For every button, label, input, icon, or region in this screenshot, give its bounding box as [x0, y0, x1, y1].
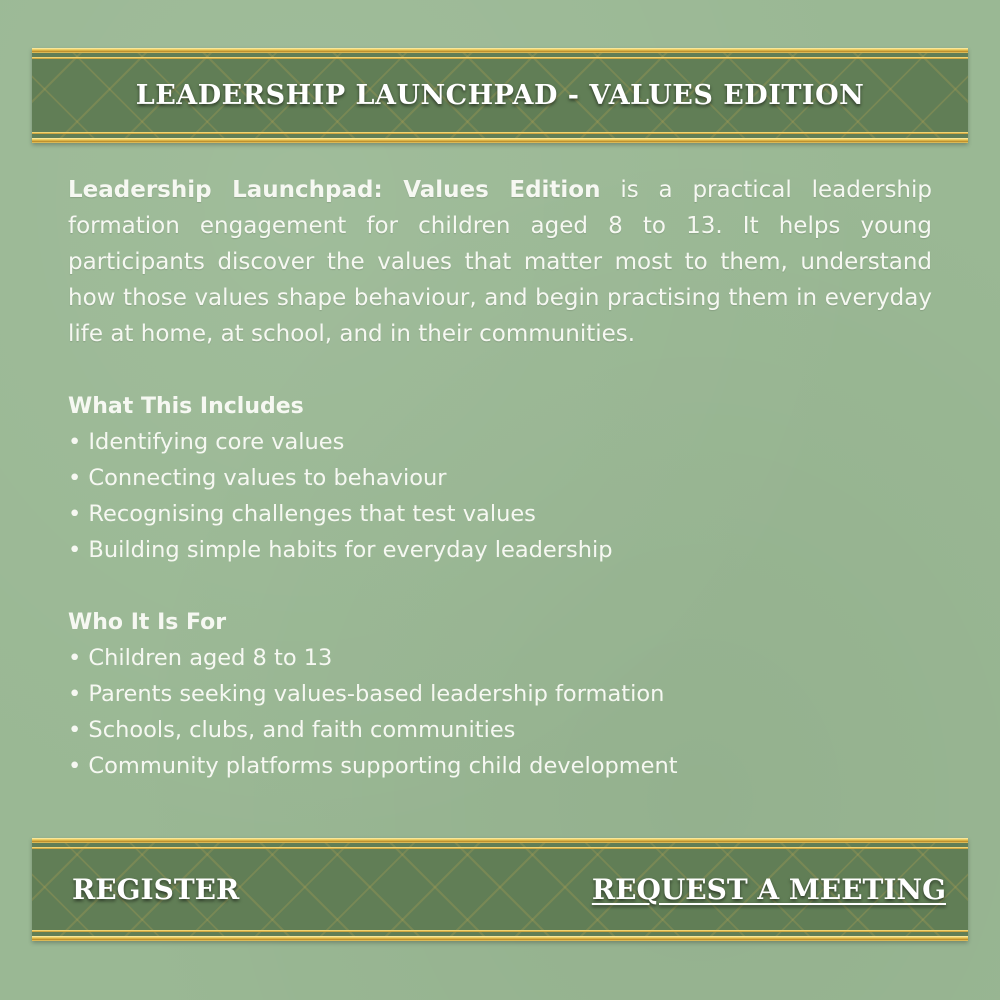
list-item: • Community platforms supporting child development — [68, 753, 678, 779]
intro-paragraph — [68, 172, 932, 352]
includes-list — [68, 424, 932, 568]
list-item: • Parents seeking values-based leadership formation — [68, 681, 665, 707]
audience-list — [68, 640, 932, 784]
list-item: • Schools, clubs, and faith communities — [68, 717, 516, 743]
register-button[interactable]: REGISTER — [72, 873, 240, 906]
page-title: LEADERSHIP LAUNCHPAD - VALUES EDITION — [135, 80, 865, 111]
request-meeting-link[interactable]: REQUEST A MEETING — [591, 873, 946, 906]
gold-rule — [32, 930, 968, 932]
list-item: • Children aged 8 to 13 — [68, 645, 333, 671]
gold-rule — [32, 138, 968, 143]
list-item: • Building simple habits for everyday leadership — [68, 537, 613, 563]
gold-rule — [32, 936, 968, 941]
intro-text: is a practical leadership formation engagement for children aged 8 to 13. It helps young participants discover the values that matter most to them, understand how those values shape behaviour, and begin practising them in everyday life at home, at school, and in their communities. — [68, 177, 933, 347]
includes-heading: What This Includes — [68, 394, 304, 419]
footer-banner — [32, 838, 968, 941]
intro-lead: Leadership Launchpad: Values Edition — [68, 177, 601, 203]
main-content — [68, 172, 932, 784]
header-banner — [32, 48, 968, 143]
list-item: • Recognising challenges that test values — [68, 501, 536, 527]
gold-rule — [32, 132, 968, 134]
audience-heading: Who It Is For — [68, 610, 227, 635]
list-item: • Identifying core values — [68, 429, 345, 455]
list-item: • Connecting values to behaviour — [68, 465, 447, 491]
